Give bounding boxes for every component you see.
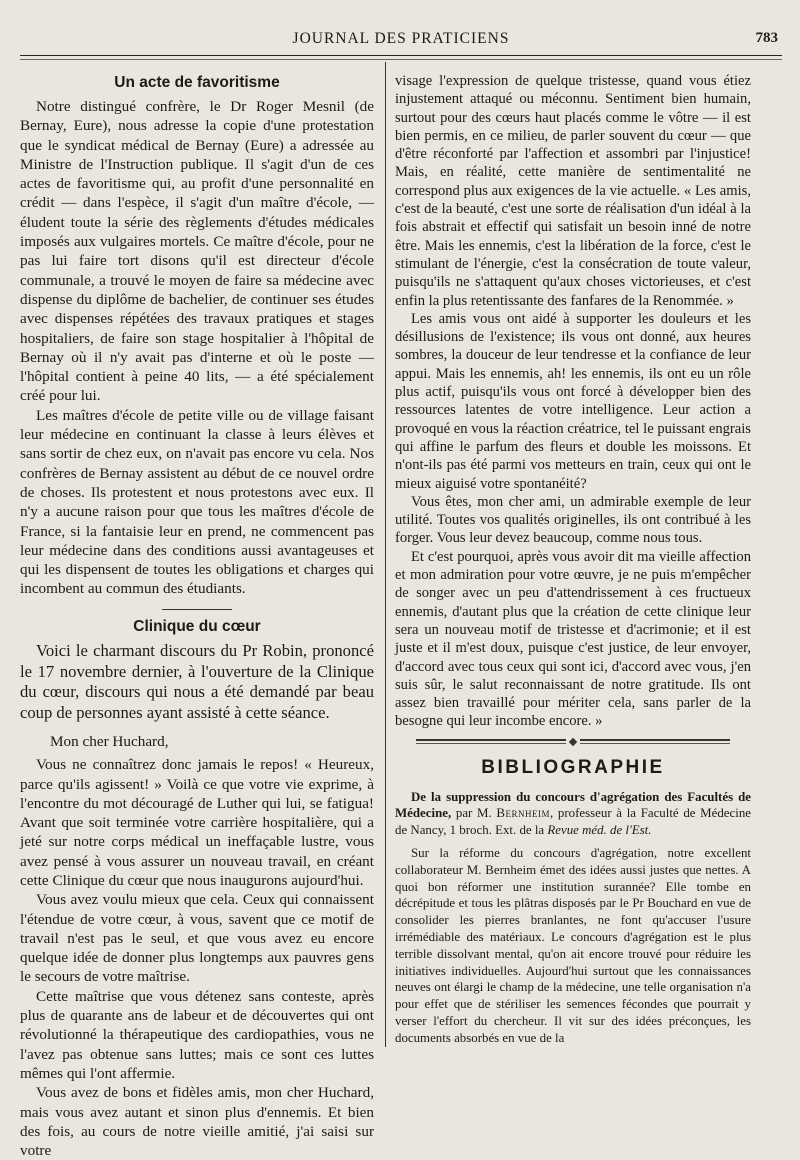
right-column	[395, 72, 751, 1050]
bibliography-heading: BIBLIOGRAPHIE	[481, 756, 665, 778]
column-divider	[385, 62, 386, 1047]
ornamental-rule	[395, 739, 751, 745]
entry-details: , professeur à la Faculté de Médecine de Nancy, 1 broch. Ext. de la	[395, 806, 751, 838]
left-column	[20, 74, 374, 1160]
paragraph: Vous avez voulu mieux que cela. Ceux qui connaissent l'étendue de votre cœur, à vous, savent que ce motif de travail n'est pas le seul, et que vous avez eu encore quelque idée de donner plus longtemps aux pauvres gens le secours de votre maîtrise.	[20, 891, 374, 986]
section-separator	[162, 609, 232, 610]
ornament-bar-left	[416, 739, 566, 744]
entry-title: De la suppression du concours d'agrégation des Facultés de Médecine,	[395, 789, 751, 821]
paragraph: Vous êtes, mon cher ami, un admirable exemple de leur utilité. Toutes vos qualités originelles, ils ont contribué à les forger. Vous leur devez beaucoup, comme nous tous.	[395, 493, 751, 547]
paragraph: Et c'est pourquoi, après vous avoir dit ma vieille affection et mon admiration pour votre œuvre, je ne puis m'empêcher de songer avec un peu d'attendrissement à ces fructueux ennemis, d'autant plus que la création de cette clinique leur sera un nouveau motif de tristesse et d'acrimonie; et il est juste et il m'est doux, puisque c'est justice, de leur envoyer, d'accord avec tous ceux qui sont ici, d'accord avec vous, j'en suis sûr, le salut reconnaissant de notre gratitude. Ils ont assez bien travaillé pour mériter cela, sans parler de la besogne qui leur incombe encore. »	[395, 548, 751, 730]
article-intro: Voici le charmant discours du Pr Robin, prononcé le 17 novembre dernier, à l'ouverture de la Clinique du cœur, discours qui nous a été demandé par beau coup de personnes ayant assisté à cette séance.	[20, 640, 374, 723]
paragraph: Cette maîtrise que vous détenez sans conteste, après plus de quarante ans de labeur et de découvertes qui ont révolutionné la thérapeutique des cardiopathies, vous ne l'avez pas obtenue sans luttes; mais ce sont ces luttes mêmes qui l'ont affermie.	[20, 987, 374, 1082]
entry-author: Bernheim	[496, 806, 551, 821]
entry-journal: Revue méd. de l'Est.	[547, 823, 652, 838]
paragraph: visage l'expression de quelque tristesse, quand vous étiez injustement attaqué ou méconnu. Sentiment bien humain, surtout pour des cœurs haut placés comme le vôtre — il est bien permis, en ce milieu, de parler souvent du cœur — que d'être réconforté par l'affection et assombri par l'injustice! Mais, en réalité, cette manière de sentimentalité ne correspond plus aux exigences de la vie actuelle. « Les amis, c'est de la beauté, c'est une sorte de réalisation d'un idéal à la fois abstrait et effectif qui satisfait un besoin inné de notre être. Mais les ennemis, c'est la libération de la force, c'est le stimulant de l'énergie, c'est la consécration de toute valeur, puisqu'ils ne s'attaquent qu'aux choses victorieuses, et c'est enfin la plus retentissante des fanfares de la Renommée. »	[395, 73, 751, 309]
paragraph: Les amis vous ont aidé à supporter les douleurs et les désillusions de l'existence; ils vous ont donné, aux heures sombres, la douceur de leur tendresse et la confiance de leur appui. Mais les ennemis, ah! les ennemis, ils ont eu un rôle plus actif, puisqu'ils vous ont forcé à développer bien des ressources latentes de votre intelligence. Leur action a provoqué en vous la réaction créatrice, tel le puissant engrais qui affine le parfum des fleurs et double les moissons. Et n'ont-ils pas été parmi vos metteurs en train, ceux qui ont le mieux aiguisé votre spontanéité?	[395, 310, 751, 492]
page-number: 783	[755, 30, 778, 46]
ornament-bar-right	[580, 739, 730, 744]
ornament-diamond	[569, 737, 577, 745]
salutation: Mon cher Huchard,	[50, 732, 169, 750]
bibliography-body: Sur la réforme du concours d'agrégation, notre excellent collaborateur M. Bernheim émet des idées aussi justes que nettes. A quoi bon réformer une institution surannée? Elle tombe en décrépitude et tous les plâtras disposés par le Pr Bouchard en vue de consolider les pierres branlantes, ne font qu'accuser l'usure irrémédiable des matériaux. Le concours d'agrégation est le plus terrible dissolvant mental, qu'on ait encore trouvé pour réduire les initiatives individuelles. Aujourd'hui surtout que les connaissances neuves ont élargi le champ de la médecine, une telle organisation n'a pour effet que de stériliser les semences fécondes que pourrait y verser l'effort du chercheur. Il vit sur des idées préconçues, les documents absorbés en vue de la	[395, 846, 751, 1045]
bibliography-entry	[395, 789, 751, 839]
entry-by: par M.	[451, 806, 497, 821]
paragraph: Notre distingué confrère, le Dr Roger Mesnil (de Bernay, Eure), nous adresse la copie d'une protestation que le syndicat médical de Bernay (Eure) a adressée au Ministre de l'Instruction publique. Il s'agit d'un de ces actes de favoritisme qui, au profit d'une personnalité en crédit — dans l'espèce, il s'agit d'un maître d'école, — éludent toute la série des règlements d'études médicales imposés aux vulgaires mortels. Ce maître d'école, pour ne pas lui faire tort disons qu'il est directeur d'école communale, a trouvé le moyen de faire sa médecine avec dispense du diplôme de bachelier, de continuer ses études avec dispenses répétées des travaux pratiques et stages hospitaliers, de faire son stage hospitalier à l'hôpital de Bernay où il n'y avait pas d'interne et où le poste — l'hôpital contient à peine 40 lits, — a été spécialement créé pour lui.	[20, 98, 374, 405]
paragraph: Vous ne connaîtrez donc jamais le repos! « Heureux, parce qu'ils agissent! » Voilà ce que votre vie exprime, à l'encontre du mot découragé de Luther qui lui, se fatigua! Avant que soit terminée votre carrière hospitalière, qui a jeté sur notre corps médical un ineffaçable lustre, vous avez pensé à vous assurer un nouveau travail, en créant cette Clinique du cœur que nous inaugurons aujourd'hui.	[20, 756, 374, 889]
article-title-clinique: Clinique du cœur	[133, 617, 261, 635]
header-rule-thin	[20, 59, 782, 60]
article-title-favoritisme: Un acte de favoritisme	[114, 74, 280, 91]
journal-title: JOURNAL DES PRATICIENS	[292, 30, 510, 47]
running-header	[20, 30, 782, 54]
header-rule	[20, 55, 782, 56]
paragraph: Les maîtres d'école de petite ville ou de village faisant leur médecine en continuant la classe à leurs élèves et sans sortir de chez eux, on n'avait pas encore vu cela. Nos confrères de Bernay assistent au début de ce nouvel ordre de choses. Ils protestent et nous protestons avec eux. Il n'y a aucune raison pour que tous les maîtres d'école de France, si la fantaisie leur en prend, ne commencent pas leur médecine dans des conditions aussi avantageuses et qui les dispensent de toutes les obligations et charges qui incombent au commun des étudiants.	[20, 406, 374, 598]
paragraph: Vous avez de bons et fidèles amis, mon cher Huchard, mais vous avez autant et sinon plus d'ennemis. Et bien des fois, au cours de notre vieille amitié, j'ai saisi sur votre	[20, 1084, 374, 1160]
